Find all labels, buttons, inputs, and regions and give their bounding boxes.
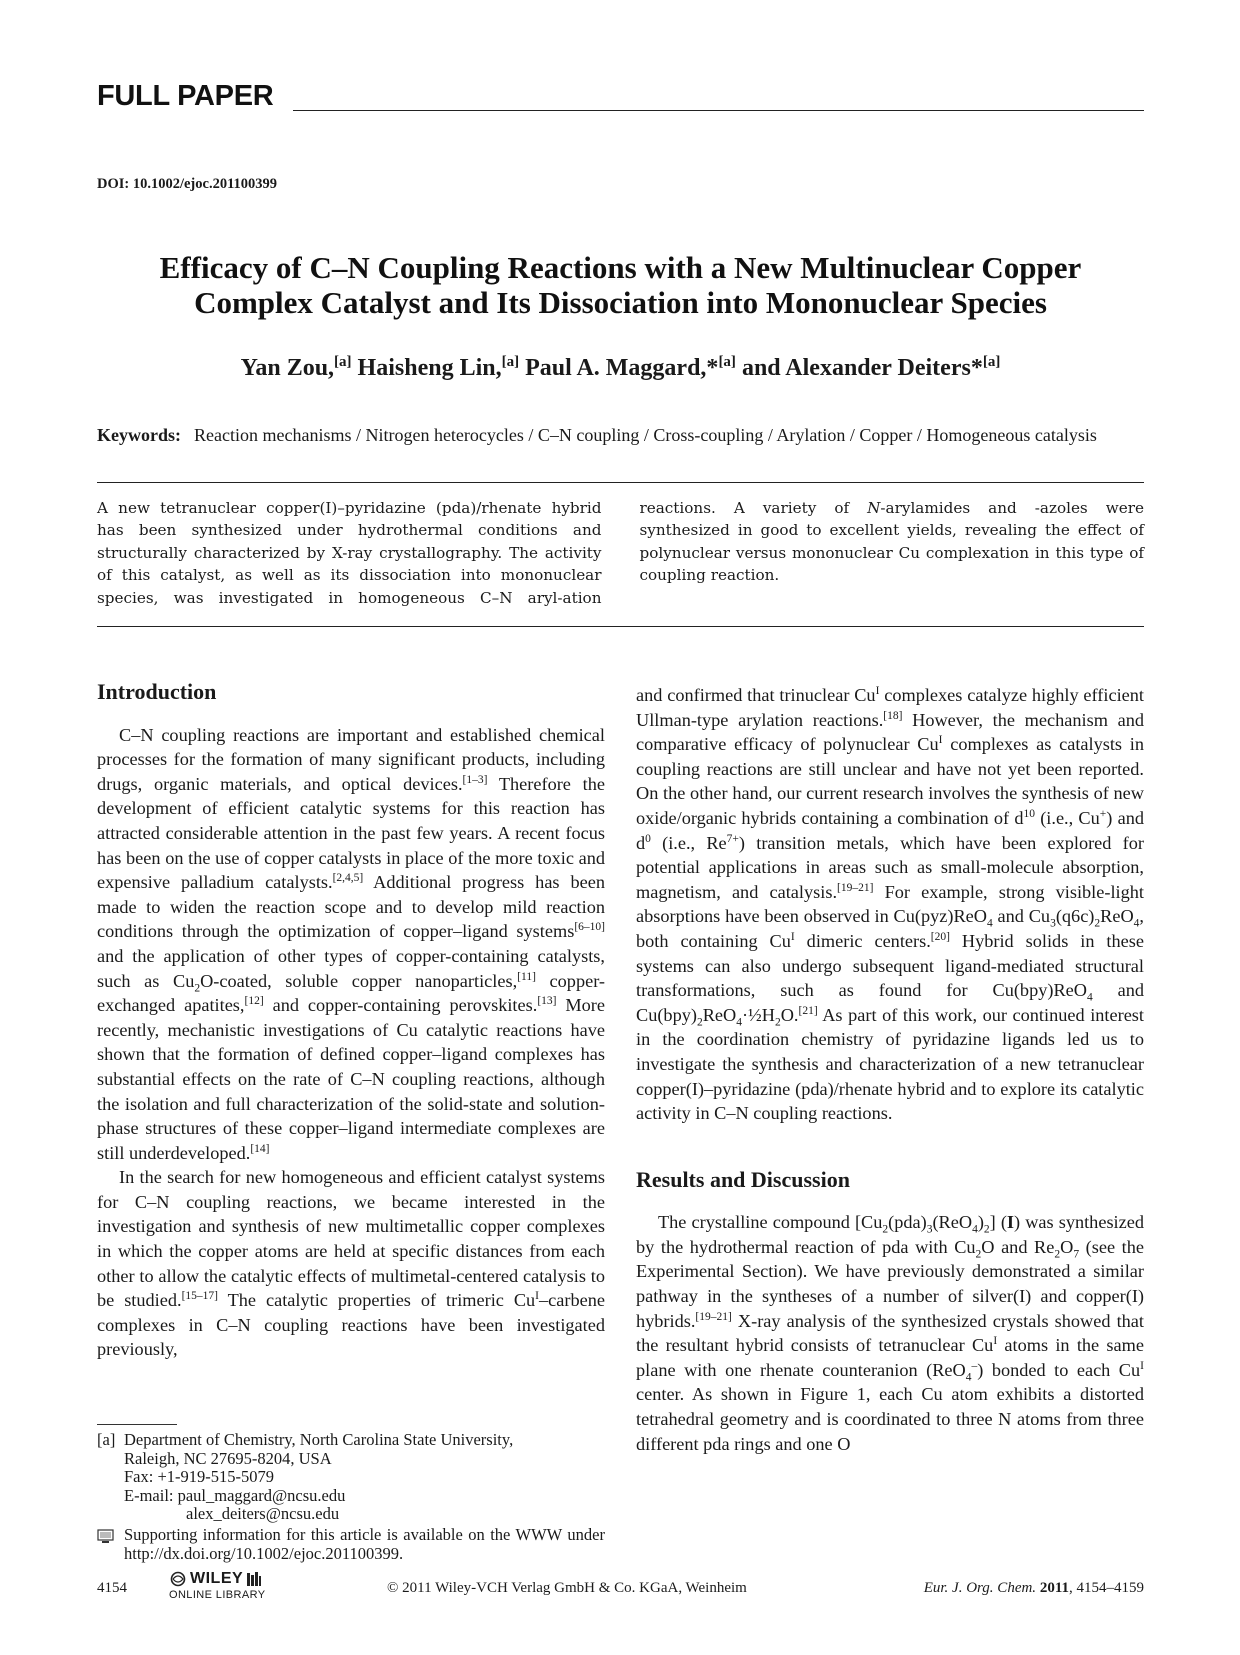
citation[interactable]: [18] bbox=[883, 709, 903, 722]
citation[interactable]: [15–17] bbox=[181, 1290, 218, 1303]
subscript: 4 bbox=[972, 1223, 978, 1236]
copyright: © 2011 Wiley-VCH Verlag GmbH & Co. KGaA, Weinheim bbox=[387, 1580, 747, 1596]
abstract bbox=[97, 497, 1144, 612]
affiliation-line: Department of Chemistry, North Carolina State University, bbox=[124, 1430, 514, 1449]
citation[interactable]: [2,4,5] bbox=[332, 872, 364, 885]
superscript: 0 bbox=[645, 832, 651, 845]
superscript: – bbox=[971, 1359, 978, 1372]
text-run: and Cu(bpy) bbox=[636, 980, 1144, 1025]
superscript: 10 bbox=[1023, 807, 1035, 820]
wiley-swirl-icon bbox=[169, 1571, 187, 1587]
text-run: Therefore the development of efficient catalytic systems for this reaction has attracted considerable attention in the past few years. A recent focus has been on the use of copper catalysts in place of the more toxic and expensive palladium catalysts. bbox=[97, 773, 605, 893]
text-run: Hybrid solids in these systems can also undergo subsequent ligand-mediated structural transformations, such as found for Cu(bpy)ReO bbox=[636, 930, 1144, 1001]
text-run: ReO bbox=[702, 1004, 737, 1025]
text-run: (see the Experimental Section). We have previously demonstrated a similar pathway in the syntheses of a number of silver(I) and copper(I) hybrids. bbox=[636, 1236, 1144, 1331]
text-run: More recently, mechanistic investigations of Cu catalytic reactions have shown that the formation of defined copper–ligand complexes has substantial effects on the rate of C–N coupling reactions, although the isolation and full characterization of the solid-state and solution-phase structures of these copper–ligand intermediate complexes are still underdeveloped. bbox=[97, 995, 606, 1163]
journal-pages: , 4154–4159 bbox=[1069, 1580, 1144, 1596]
citation[interactable]: [6–10] bbox=[574, 921, 605, 934]
author-name: Paul A. Maggard,* bbox=[525, 355, 719, 381]
superscript: I bbox=[790, 930, 795, 943]
affiliation-footnote bbox=[97, 1431, 605, 1524]
citation[interactable]: [11] bbox=[517, 970, 536, 983]
citation[interactable]: [19–21] bbox=[837, 881, 874, 894]
text-run: copper-exchanged apatites, bbox=[97, 970, 606, 1016]
text-run: (q6c) bbox=[1055, 906, 1095, 927]
citation[interactable]: [12] bbox=[244, 995, 264, 1008]
footnote-body bbox=[124, 1431, 605, 1524]
author-affiliation: [a] bbox=[982, 354, 1001, 370]
subscript: 4 bbox=[965, 1371, 972, 1384]
text-run: (i.e., Cu bbox=[1034, 807, 1100, 828]
text-run: (pda) bbox=[888, 1212, 927, 1233]
text-run: ) and d bbox=[636, 807, 1144, 853]
book-stack-icon bbox=[246, 1571, 262, 1587]
text-run: ) bbox=[977, 1212, 984, 1233]
keywords-text: Reaction mechanisms / Nitrogen heterocycles / C–N coupling / Cross-coupling / Arylation / Copper / Homogeneous catalysis bbox=[194, 425, 1097, 445]
subscript: 3 bbox=[926, 1223, 933, 1236]
text-run: Additional progress has been made to widen the reaction scope and to develop mild reaction conditions through the optimization of copper–ligand systems bbox=[97, 872, 605, 942]
page-header bbox=[97, 80, 1144, 116]
subscript: 2 bbox=[774, 1016, 781, 1029]
text-run: dimeric centers. bbox=[794, 930, 931, 951]
text-run: O and Re bbox=[981, 1236, 1055, 1257]
text-run: and confirmed that trinuclear Cu bbox=[636, 685, 876, 705]
intro-continuation bbox=[636, 683, 1144, 1126]
text-run: As part of this work, our continued interest in the coordination chemistry of pyridazine ligands led us to investigate the synthesis and characterization of a new tetranuclear copper(I)–pyridazine (pda)/rhenate hybrid and to explore its catalytic activity in C–N coupling reactions. bbox=[636, 1004, 1144, 1124]
author-list bbox=[97, 354, 1144, 382]
abstract-bottom-rule bbox=[97, 626, 1144, 627]
title-line-2: Complex Catalyst and Its Dissociation into Mononuclear Species bbox=[194, 285, 1047, 320]
author-name: Haisheng Lin, bbox=[357, 355, 502, 381]
text-run: ) bonded to each Cu bbox=[977, 1359, 1141, 1380]
results-paragraph-1 bbox=[636, 1210, 1144, 1456]
supporting-info-text[interactable]: Supporting information for this article is available on the WWW under http://dx.doi.org/10.1002/ejoc.201100399. bbox=[124, 1524, 605, 1563]
superscript: I bbox=[875, 684, 880, 697]
footnotes bbox=[97, 1424, 605, 1563]
text-run: ·½H bbox=[741, 1004, 775, 1025]
citation[interactable]: [1–3] bbox=[462, 773, 488, 786]
author-affiliation: [a] bbox=[718, 354, 736, 370]
subscript: 3 bbox=[1050, 918, 1056, 930]
journal-name: Eur. J. Org. Chem. bbox=[923, 1580, 1037, 1596]
text-run: X-ray analysis of the synthesized crystals showed that the resultant hybrid consists of tetranuclear Cu bbox=[636, 1310, 1144, 1356]
text-run: ] ( bbox=[989, 1212, 1007, 1233]
journal-year: 2011 bbox=[1039, 1580, 1069, 1596]
keywords bbox=[97, 423, 1144, 448]
subscript: 2 bbox=[882, 1223, 889, 1236]
wiley-wordmark bbox=[169, 1570, 265, 1588]
text-run: O bbox=[1060, 1236, 1074, 1257]
superscript: I bbox=[1140, 1359, 1144, 1372]
text-run: , both containing Cu bbox=[636, 906, 1144, 951]
citation[interactable]: [20] bbox=[930, 930, 950, 943]
text-run: (i.e., Re bbox=[650, 832, 727, 853]
page-footer bbox=[97, 1570, 1144, 1610]
intro-paragraph-2 bbox=[97, 1165, 605, 1362]
doi[interactable]: DOI: 10.1002/ejoc.201100399 bbox=[97, 176, 278, 192]
keywords-label: Keywords: bbox=[97, 425, 181, 445]
author-name: and Alexander Deiters* bbox=[741, 355, 983, 381]
citation[interactable]: [21] bbox=[798, 1004, 818, 1017]
text-run: center. As shown in Figure 1, each Cu atom exhibits a distorted tetrahedral geometry and is coordinated to three N atoms from three different pda rings and one O bbox=[636, 1384, 1144, 1454]
subscript: 2 bbox=[194, 982, 201, 995]
text-run: ) transition metals, which have been explored for potential applications in areas such as small-molecule absorption, magnetism, and catalysis. bbox=[636, 832, 1144, 902]
text-run: atoms in the same plane with one rhenate counteranion (ReO bbox=[636, 1335, 1144, 1380]
affiliation-line: Raleigh, NC 27695-8204, USA bbox=[124, 1448, 332, 1468]
compound-label: I bbox=[1006, 1212, 1015, 1233]
article-title bbox=[97, 250, 1144, 320]
superscript: I bbox=[535, 1290, 540, 1303]
email-line-2[interactable]: alex_deiters@ncsu.edu bbox=[186, 1504, 340, 1524]
text-run: and copper-containing perovskites. bbox=[263, 995, 538, 1016]
subscript: 4 bbox=[736, 1016, 742, 1029]
subscript: 2 bbox=[1054, 1248, 1061, 1261]
page-number: 4154 bbox=[97, 1580, 127, 1596]
left-column bbox=[97, 680, 605, 1362]
footnote-marker: [a] bbox=[97, 1430, 116, 1449]
journal-reference bbox=[924, 1580, 1144, 1597]
abstract-part-2a: ation reactions. A variety of bbox=[562, 499, 868, 607]
text-run: O-coated, soluble copper nanoparticles, bbox=[200, 970, 518, 991]
article-type-label: FULL PAPER bbox=[97, 80, 274, 112]
text-run: and Cu bbox=[992, 906, 1051, 927]
intro-paragraph-1 bbox=[97, 723, 605, 1166]
subscript: 2 bbox=[975, 1248, 982, 1261]
superscript: + bbox=[1099, 807, 1107, 820]
author-name: Yan Zou, bbox=[240, 355, 335, 381]
fax-line: Fax: +1-919-515-5079 bbox=[124, 1467, 274, 1487]
text-run: and the application of other types of copper-containing catalysts, such as Cu bbox=[97, 945, 605, 991]
abstract-part-1: A new tetranuclear copper(I)–pyridazine (pda)/rhenate hybrid has been synthesized under hydrothermal conditions and structurally characterized by X-ray crystallography. The activity of this catalyst, as well as its dissociation into mononuclear species, was investigated in homogeneous C–N aryl- bbox=[97, 499, 602, 607]
subscript: 4 bbox=[1133, 918, 1140, 930]
superscript: I bbox=[993, 1335, 998, 1348]
text-run: complexes as catalysts in coupling reactions are still unclear and have not yet been reported. On the other hand, our current research involves the synthesis of new oxide/organic hybrids containing a combination of d bbox=[636, 734, 1144, 828]
text-run: (ReO bbox=[932, 1212, 973, 1233]
text-run: –carbene complexes in C–N coupling reactions have been investigated previously, bbox=[97, 1290, 605, 1360]
abstract-part-2b: -arylamides and -azoles were synthesized in good to excellent yields, revealing the effect of polynuclear versus mononuclear Cu complexation in this type of coupling reaction. bbox=[639, 499, 1144, 585]
text-run: ) was synthesized by the hydrothermal reaction of pda with Cu bbox=[636, 1212, 1145, 1257]
wiley-word: WILEY bbox=[190, 1570, 244, 1587]
email-line[interactable]: E-mail: paul_maggard@ncsu.edu bbox=[124, 1485, 346, 1505]
text-run: For example, strong visible-light absorptions have been observed in Cu(pyz)ReO bbox=[636, 881, 1144, 927]
author-affiliation: [a] bbox=[501, 354, 520, 370]
text-run: C–N coupling reactions are important and established chemical processes for the formation of many significant products, including drugs, organic materials, and optical devices. bbox=[97, 724, 605, 794]
header-rule bbox=[293, 110, 1144, 111]
text-run: The crystalline compound [Cu bbox=[658, 1212, 883, 1233]
monitor-icon bbox=[97, 1526, 124, 1563]
citation[interactable]: [19–21] bbox=[695, 1310, 732, 1323]
text-run: However, the mechanism and comparative efficacy of polynuclear Cu bbox=[636, 709, 1144, 755]
right-column bbox=[636, 683, 1144, 1456]
author-affiliation: [a] bbox=[334, 354, 352, 370]
text-run: ReO bbox=[1100, 906, 1134, 927]
text-run: O. bbox=[780, 1004, 799, 1025]
abstract-top-rule bbox=[97, 482, 1144, 483]
supporting-info-note bbox=[97, 1526, 605, 1563]
text-run: complexes catalyze highly efficient Ullman-type arylation reactions. bbox=[636, 685, 1144, 730]
title-line-1: Efficacy of C–N Coupling Reactions with a New Multinuclear Copper bbox=[159, 250, 1082, 285]
footnote-rule bbox=[97, 1424, 177, 1425]
abstract-italic: N bbox=[867, 499, 881, 517]
citation[interactable]: [13] bbox=[537, 995, 557, 1008]
subscript: 2 bbox=[1094, 918, 1101, 930]
results-heading: Results and Discussion bbox=[636, 1166, 850, 1192]
subscript: 2 bbox=[696, 1016, 703, 1029]
subscript: 2 bbox=[983, 1223, 990, 1236]
wiley-subtitle: ONLINE LIBRARY bbox=[169, 1589, 266, 1601]
citation[interactable]: [14] bbox=[250, 1142, 270, 1155]
text-run: In the search for new homogeneous and efficient catalyst systems for C–N coupling reactions, we became interested in the investigation and synthesis of new multimetallic copper complexes in which the copper atoms are held at specific distances from each other to allow the catalytic effects of multimetal-centered catalysis to be studied. bbox=[97, 1167, 605, 1311]
superscript: 7+ bbox=[726, 832, 739, 845]
text-run: The catalytic properties of trimeric Cu bbox=[218, 1290, 536, 1311]
introduction-heading: Introduction bbox=[97, 679, 217, 704]
subscript: 7 bbox=[1073, 1248, 1080, 1261]
superscript: I bbox=[938, 734, 943, 747]
wiley-logo bbox=[169, 1570, 265, 1601]
subscript: 4 bbox=[1086, 991, 1093, 1004]
subscript: 4 bbox=[986, 918, 993, 930]
